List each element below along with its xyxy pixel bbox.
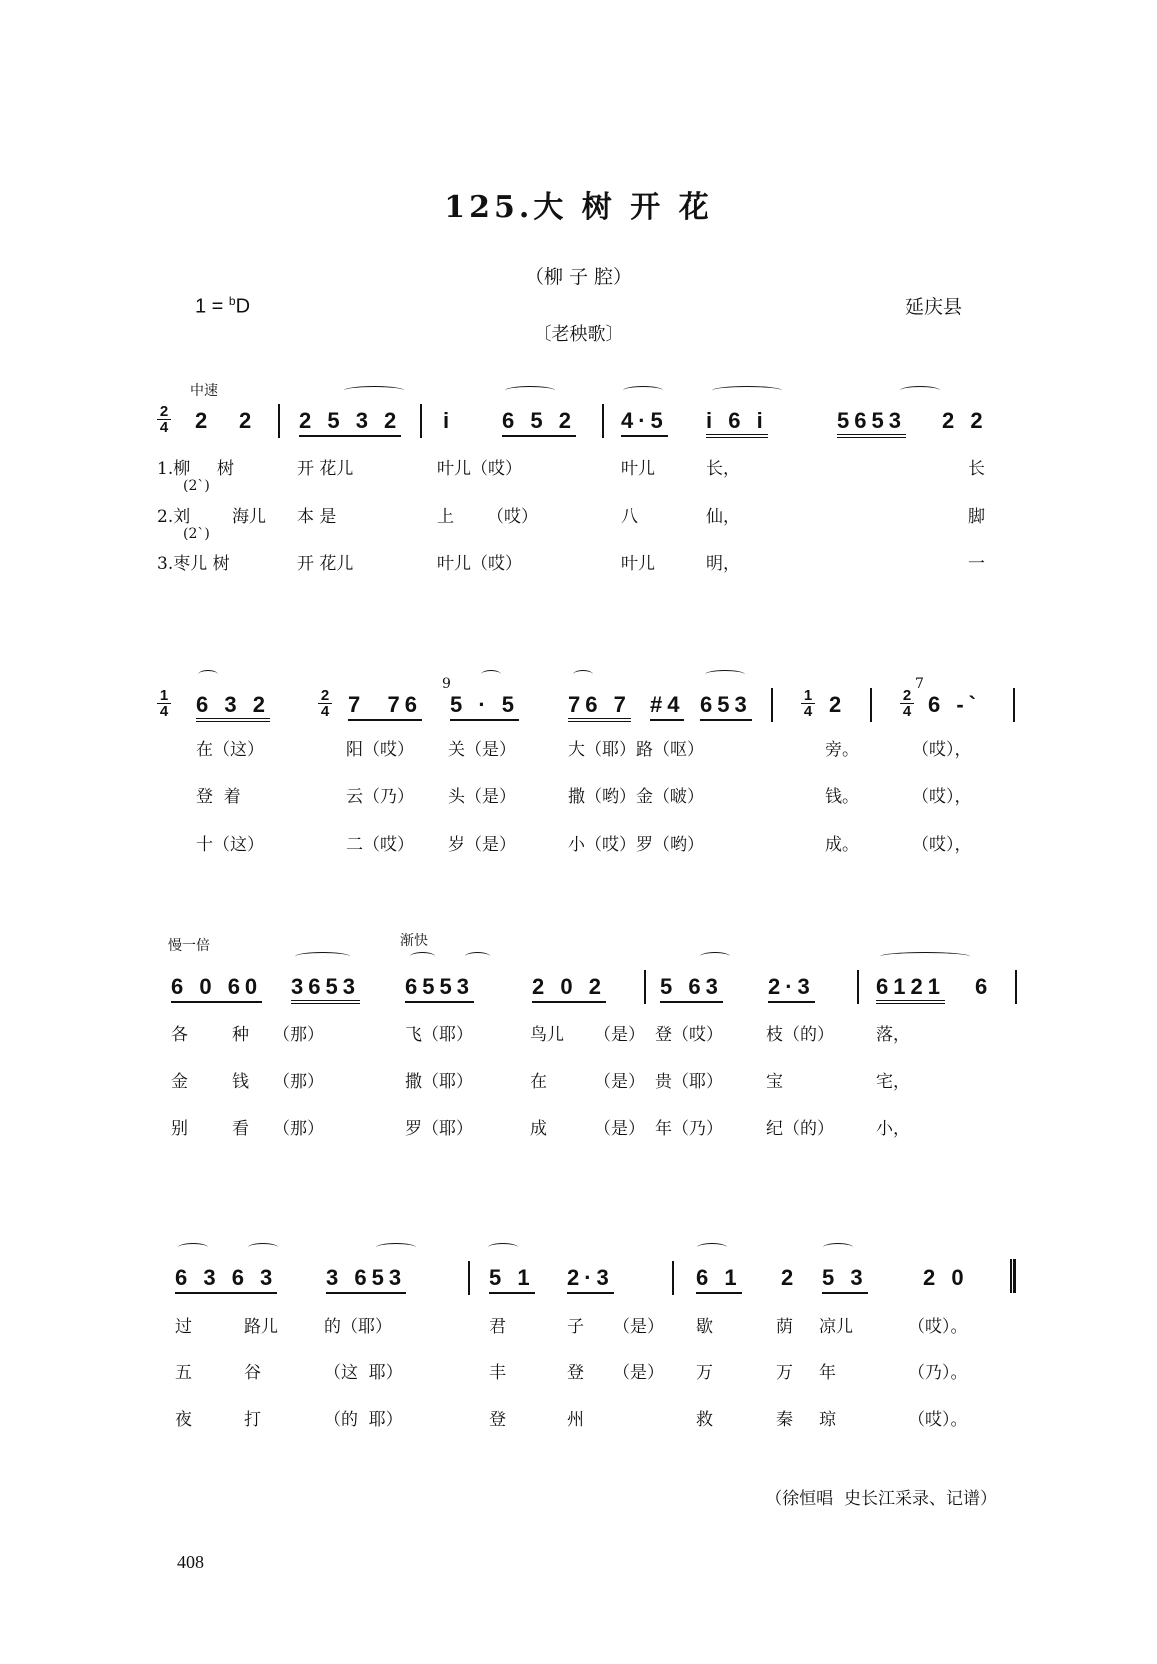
slur-mark (248, 1243, 278, 1252)
lyric: （是） (613, 1363, 664, 1383)
slur-mark (344, 386, 404, 395)
note-group: 2 0 2 (532, 974, 606, 1003)
lyric: 夜 (175, 1410, 192, 1430)
lyric: 金 (171, 1072, 188, 1092)
lyric: 登 (567, 1363, 584, 1383)
lyric: 万 (776, 1363, 793, 1383)
lyric: （哎）， (912, 787, 972, 807)
time-signature-digit: 4 (159, 419, 169, 436)
slur-mark (705, 670, 745, 679)
bar-line (1015, 970, 1017, 1004)
note-group: 5 1 (489, 1265, 535, 1294)
lyric: 秦 (776, 1410, 793, 1430)
note-group: 2 2 (942, 408, 988, 433)
lyric: 成 (530, 1119, 547, 1139)
lyric: 3.枣儿 树 (157, 554, 230, 574)
slur-mark (198, 670, 218, 679)
note-group: 2 (195, 408, 213, 433)
note-group: 5 63 (660, 974, 723, 1003)
grace-note: 7 (915, 676, 924, 692)
lyric: 撒（耶） (405, 1072, 473, 1092)
lyric: 登 着 (196, 787, 241, 807)
bar-line (857, 970, 859, 1004)
lyric: 打 (244, 1410, 261, 1430)
lyric: （那） (273, 1072, 324, 1092)
slur-mark (505, 386, 555, 395)
lyric: （哎）， (912, 835, 972, 855)
note-group: 2 (239, 408, 257, 433)
lyric: （这 耶） (324, 1363, 403, 1383)
lyric: 飞（耶） (405, 1025, 473, 1045)
lyric: （那） (273, 1025, 324, 1045)
note-group: 2 0 (923, 1265, 969, 1290)
bar-line (420, 404, 422, 438)
lyric: 看 (232, 1119, 249, 1139)
slur-mark (488, 1243, 518, 1252)
time-signature (318, 688, 332, 719)
key-signature (195, 294, 250, 319)
lyric: 仙， (706, 507, 740, 527)
tempo-mark: 中速 (190, 383, 218, 399)
lyric: 谷 (244, 1363, 261, 1383)
lyric: 树 (217, 459, 234, 479)
lyric: 种 (232, 1025, 249, 1045)
lyric: 八 (621, 507, 638, 527)
bar-line (602, 404, 604, 438)
lyric: 本 是 (297, 507, 337, 527)
county-label: 延庆县 (905, 296, 963, 318)
lyric: 君 (489, 1317, 506, 1337)
lyric: 丰 (489, 1363, 506, 1383)
lyric: 叶儿 (621, 459, 655, 479)
slur-mark (900, 386, 940, 395)
song-subtitle: （柳 子 腔） (524, 266, 633, 288)
time-signature-digit: 2 (900, 688, 914, 704)
key-prefix: 1 = (195, 295, 224, 318)
time-signature-digit: 4 (320, 703, 330, 720)
note-group: 7 76 (348, 692, 422, 721)
lyric: 明， (706, 554, 740, 574)
note-group: 3653 (291, 974, 360, 1004)
key-flat: b (228, 294, 236, 308)
time-signature-digit: 4 (803, 703, 813, 720)
lyric: 叶儿（哎） (437, 459, 522, 479)
lyric: 脚 (968, 507, 985, 527)
credit: （徐恒唱 史长江采录、记谱） (765, 1489, 997, 1509)
lyric: 州 (567, 1410, 584, 1430)
lyric: 年（乃） (655, 1119, 723, 1139)
lyric: 成。 (825, 835, 859, 855)
lyric: 别 (171, 1119, 188, 1139)
note-group: 5 · 5 (450, 692, 519, 721)
lyric: 贵（耶） (655, 1072, 723, 1092)
lyric: 阳（哎） (346, 740, 414, 760)
lyric: 旁。 (825, 740, 859, 760)
lyric: 年 (819, 1363, 836, 1383)
note-group: 2 (781, 1265, 799, 1290)
note-group: i (443, 408, 455, 433)
time-signature-digit: 2 (318, 688, 332, 704)
note-group: #4 (650, 692, 684, 721)
lyric: 钱 (232, 1072, 249, 1092)
lyric: 凉儿 (819, 1317, 853, 1337)
slur-mark (697, 1243, 727, 1252)
lyric: （哎）， (912, 740, 972, 760)
song-title: 125.大 树 开 花 (444, 190, 713, 225)
bar-line (870, 688, 872, 722)
lyric: （哎）。 (908, 1410, 968, 1430)
note-group: 6553 (405, 974, 474, 1003)
lyric: （的 耶） (324, 1410, 403, 1430)
key-note: D (235, 295, 251, 318)
time-signature (157, 404, 171, 435)
lyric: 海儿 (232, 507, 266, 527)
lyric: 大（耶）路（呕） (568, 740, 704, 760)
time-signature-digit: 4 (902, 703, 912, 720)
ornament: (2`) (183, 478, 210, 494)
lyric: 关（是） (448, 740, 516, 760)
slur-mark (823, 1243, 853, 1252)
slur-mark (465, 952, 490, 961)
lyric: 救 (696, 1410, 713, 1430)
note-group: 2 5 3 2 (299, 408, 401, 437)
lyric: 五 (175, 1363, 192, 1383)
lyric: （乃）。 (908, 1363, 968, 1383)
lyric: 1.柳 (157, 459, 191, 479)
lyric: 长 (968, 459, 985, 479)
lyric: 小， (876, 1119, 910, 1139)
time-signature-digit: 1 (801, 688, 815, 704)
page-number: 408 (177, 1552, 204, 1572)
lyric: 落， (876, 1025, 910, 1045)
bar-line (468, 1261, 470, 1295)
lyric: 叶儿（哎） (437, 554, 522, 574)
lyric: 小（哎）罗（哟） (568, 835, 704, 855)
note-group: 6 -` (928, 692, 981, 717)
lyric: 登 (489, 1410, 506, 1430)
lyric: 开 花儿 (297, 554, 354, 574)
tempo-mark: 慢一倍 (168, 938, 210, 954)
lyric: （是） (594, 1025, 645, 1045)
lyric: 长， (706, 459, 740, 479)
note-group: 2·3 (567, 1265, 614, 1294)
lyric: 宅， (876, 1072, 910, 1092)
slur-mark (376, 1243, 416, 1252)
note-group: i 6 i (706, 408, 768, 438)
lyric: 2.刘 (157, 507, 191, 527)
lyric: 的（耶） (324, 1317, 392, 1337)
lyric: 过 (175, 1317, 192, 1337)
lyric: 一 (968, 554, 985, 574)
note-group: 4·5 (621, 408, 668, 437)
note-group: 6 0 60 (171, 974, 262, 1003)
note-group: 6 3 6 3 (175, 1265, 277, 1294)
lyric: 琼 (819, 1410, 836, 1430)
lyric: 登（哎） (655, 1025, 723, 1045)
lyric: 开 花儿 (297, 459, 354, 479)
time-signature-digit: 1 (157, 688, 171, 704)
bar-line (672, 1261, 674, 1295)
final-bar-line (1010, 1259, 1016, 1293)
bar-line (644, 970, 646, 1004)
slur-mark (573, 670, 593, 679)
time-signature (900, 688, 914, 719)
lyric: （是） (594, 1072, 645, 1092)
slur-mark (295, 952, 350, 961)
bar-line (771, 688, 773, 722)
time-signature (157, 688, 171, 719)
lyric: （是） (594, 1119, 645, 1139)
note-group: 6121 (876, 974, 945, 1004)
note-group: 76 7 (568, 692, 631, 722)
lyric: 路儿 (244, 1317, 278, 1337)
slur-mark (880, 952, 970, 961)
time-signature (801, 688, 815, 719)
lyric: 荫 (776, 1317, 793, 1337)
note-group: 2·3 (768, 974, 815, 1003)
time-signature-digit: 2 (157, 404, 171, 420)
lyric: 十（这） (196, 835, 264, 855)
note-group: 6 5 2 (502, 408, 576, 437)
genre-label: 〔老秧歌〕 (533, 324, 624, 345)
bar-line (278, 404, 280, 438)
note-group: 3 653 (326, 1265, 406, 1294)
lyric: 岁（是） (448, 835, 516, 855)
bar-line (1013, 688, 1015, 722)
lyric: （那） (273, 1119, 324, 1139)
note-group: 6 3 2 (196, 692, 270, 722)
lyric: 宝 (766, 1072, 783, 1092)
lyric: 子 (567, 1317, 584, 1337)
slur-mark (178, 1243, 208, 1252)
note-group: 5 3 (822, 1265, 868, 1294)
lyric: 头（是） (448, 787, 516, 807)
slur-mark (623, 386, 663, 395)
note-group: 5653 (837, 408, 906, 438)
lyric: 在（这） (196, 740, 264, 760)
lyric: 歇 (696, 1317, 713, 1337)
lyric: 在 (530, 1072, 547, 1092)
lyric: （哎）。 (908, 1317, 968, 1337)
note-group: 653 (700, 692, 752, 721)
lyric: （是） (613, 1317, 664, 1337)
lyric: （哎） (487, 507, 538, 527)
time-signature-digit: 4 (159, 703, 169, 720)
lyric: 撒（哟）金（啵） (568, 787, 704, 807)
lyric: 上 (437, 507, 454, 527)
grace-note: 9 (442, 676, 451, 692)
note-group: 2 (829, 692, 847, 717)
lyric: 罗（耶） (405, 1119, 473, 1139)
tempo-mark: 渐快 (400, 933, 428, 949)
slur-mark (712, 386, 782, 395)
lyric: 纪（的） (766, 1119, 834, 1139)
lyric: 鸟儿 (530, 1025, 564, 1045)
ornament: (2`) (183, 526, 210, 542)
note-group: 6 (975, 974, 993, 999)
lyric: 各 (171, 1025, 188, 1045)
lyric: 万 (696, 1363, 713, 1383)
slur-mark (700, 952, 730, 961)
lyric: 钱。 (825, 787, 859, 807)
lyric: 枝（的） (766, 1025, 834, 1045)
slur-mark (410, 952, 435, 961)
lyric: 云（乃） (346, 787, 414, 807)
lyric: 叶儿 (621, 554, 655, 574)
slur-mark (481, 670, 501, 679)
note-group: 6 1 (696, 1265, 742, 1294)
lyric: 二（哎） (346, 835, 414, 855)
